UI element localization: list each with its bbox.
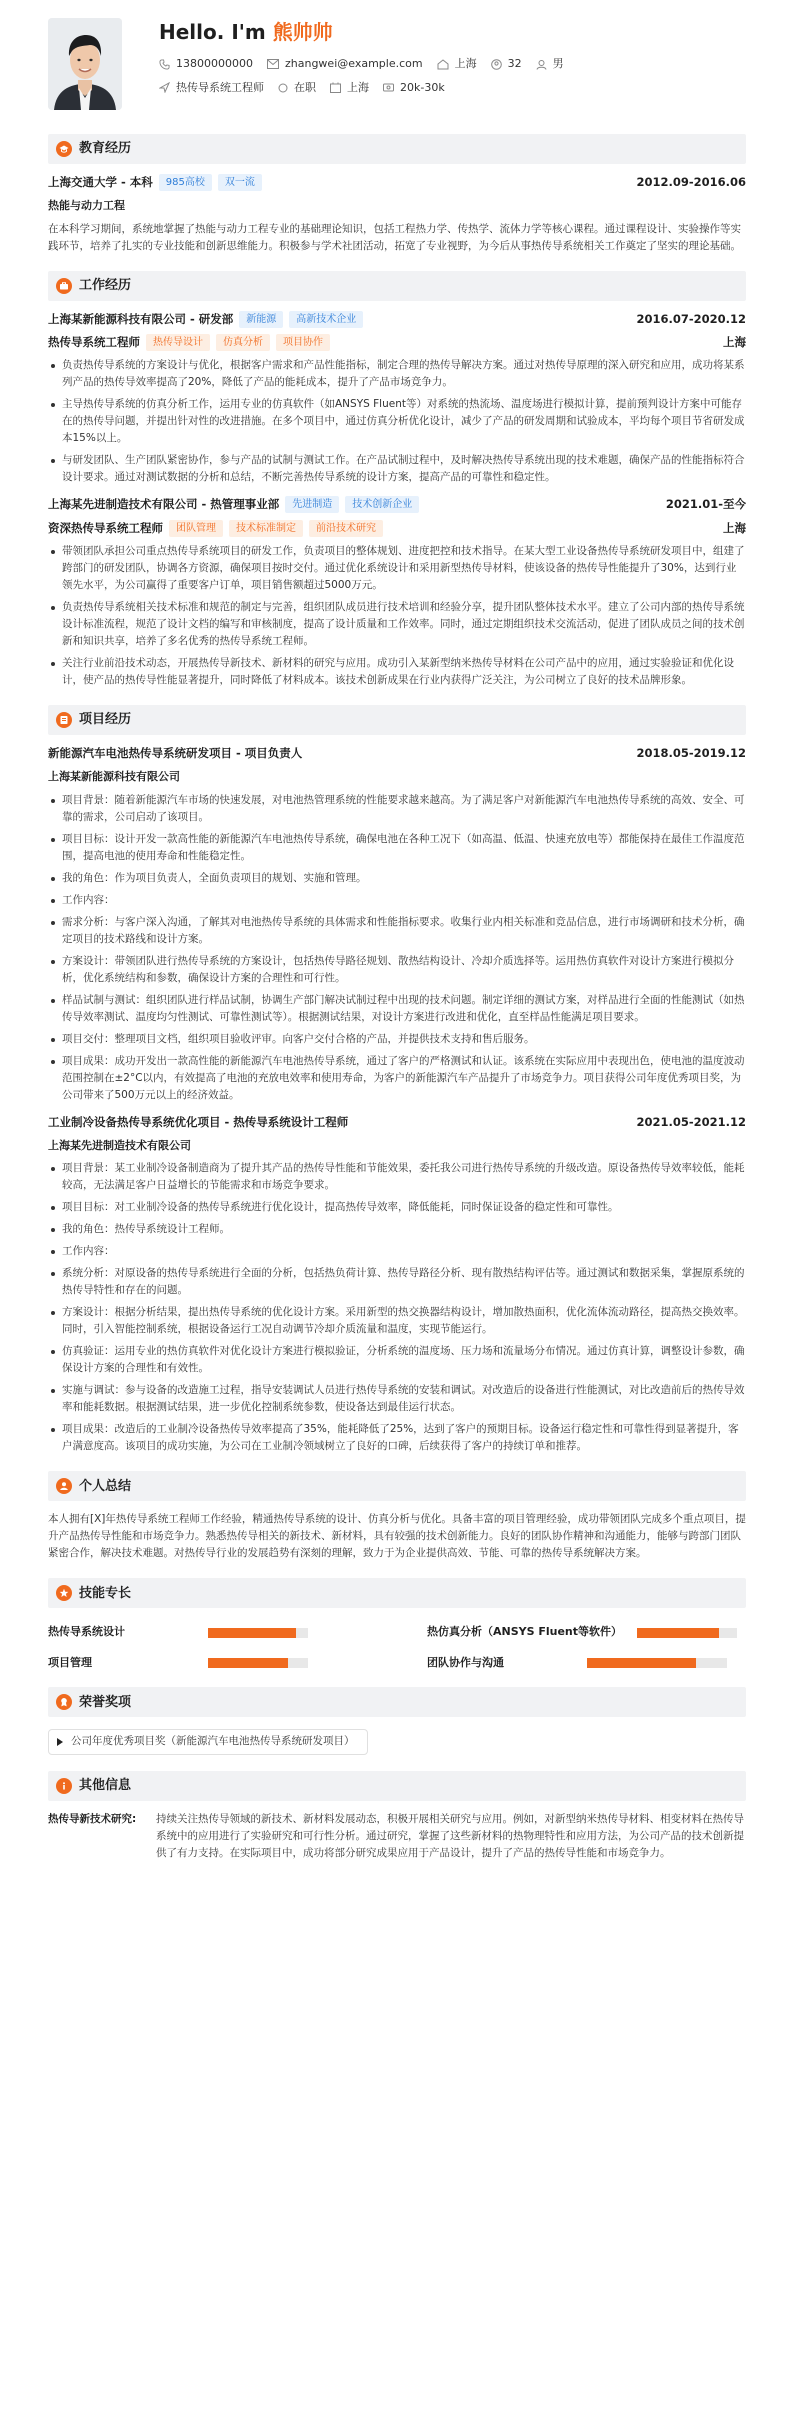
work-date: 2016.07-2020.12 <box>636 311 746 326</box>
education-description: 在本科学习期间，系统地掌握了热能与动力工程专业的基础理论知识，包括工程热力学、传热学、流体力学等核心课程。通过课程设计、实验操作等实践环节，培养了扎实的专业技能和创新思维能力。积极参与学术社团活动，拓宽了专业视野，为今后从事热传导系统相关工作奠定了坚实的理论基础。 <box>48 222 741 252</box>
gender-item <box>536 56 564 73</box>
status-text: 在职 <box>294 80 316 94</box>
school-text: 上海交通大学 - 本科 <box>48 175 153 189</box>
target-city-text: 上海 <box>347 80 369 94</box>
list-item: 关注行业前沿技术动态，开展热传导新技术、新材料的研究与应用。成功引入某新型纳米热传导材料在公司产品中的应用，通过实验验证和优化设计，使产品的热传导性能显著提升，同时降低了材料成本。该技术创新成果在行业内获得广泛关注，为公司树立了良好的技术品牌形象。 <box>48 655 746 689</box>
summary-section-title: 个人总结 <box>79 1478 132 1494</box>
projects-section-header <box>48 705 746 735</box>
role-text: 资深热传导系统工程师 <box>48 520 163 535</box>
role-tag: 前沿技术研究 <box>309 520 383 537</box>
info-icon <box>56 1778 72 1794</box>
projects-section-title: 项目经历 <box>79 712 132 727</box>
gender-text: 男 <box>552 57 564 70</box>
company-tag: 技术创新企业 <box>345 496 419 513</box>
greeting-title <box>159 18 578 46</box>
list-item: 项目交付：整理项目文档，组织项目验收评审。向客户交付合格的产品，并提供技术支持和售后服务。 <box>48 1031 746 1048</box>
skill-fill <box>637 1628 719 1638</box>
list-item: 我的角色：热传导系统设计工程师。 <box>48 1221 746 1238</box>
honors-section-title: 荣誉奖项 <box>79 1694 132 1710</box>
mail-icon <box>267 59 279 69</box>
other-section <box>48 1771 746 1862</box>
work-entry <box>48 496 746 689</box>
skill-name: 项目管理 <box>48 1655 92 1669</box>
contact-row <box>159 56 578 73</box>
school-tag: 985高校 <box>159 174 212 191</box>
pin-icon <box>330 82 341 93</box>
honors-section <box>48 1687 746 1755</box>
project-entry <box>48 1114 746 1456</box>
list-item: 项目目标：对工业制冷设备的热传导系统进行优化设计，提高热传导效率，降低能耗，同时保证设备的稳定性和可靠性。 <box>48 1199 746 1216</box>
project-icon <box>56 712 72 728</box>
status-icon <box>278 83 288 93</box>
list-item: 仿真验证：运用专业的热仿真软件对优化设计方案进行模拟验证，分析系统的温度场、压力场和流量场分布情况。通过仿真计算，调整设计参数，确保设计方案的合理性和有效性。 <box>48 1343 746 1377</box>
phone-icon <box>159 59 170 70</box>
list-item: 与研发团队、生产团队紧密协作，参与产品的试制与测试工作。在产品试制过程中，及时解决热传导系统出现的技术难题，确保产品的性能指标符合设计要求。通过对测试数据的分析和总结，不断完善热传导系统的设计方案，提高产品的可靠性和稳定性。 <box>48 452 746 486</box>
city-text: 上海 <box>454 57 477 70</box>
list-item: 负责热传导系统的方案设计与优化，根据客户需求和产品性能指标，制定合理的热传导解决方案。通过对热传导原理的深入研究和应用，成功将某系列产品的热传导效率提高了20%，降低了产品的能耗成本，提升了产品市场竞争力。 <box>48 357 746 391</box>
skill-bar <box>637 1628 737 1638</box>
project-title: 工业制冷设备热传导系统优化项目 - 热传导系统设计工程师 <box>48 1114 349 1129</box>
briefcase-icon <box>159 82 170 93</box>
role-name <box>48 334 330 351</box>
phone-item[interactable] <box>159 56 253 73</box>
award-text: 公司年度优秀项目奖（新能源汽车电池热传导系统研发项目） <box>71 1735 355 1748</box>
project-bullets <box>48 1160 746 1455</box>
list-item: 工作内容： <box>48 892 746 909</box>
avatar <box>48 18 122 110</box>
list-item: 样品试制与测试：组织团队进行样品试制，协调生产部门解决试制过程中出现的技术问题。制定详细的测试方案，对样品进行全面的性能测试（如热传导效率测试、温度均匀性测试、可靠性测试等）。根据测试结果，对设计方案进行改进和优化，直至样品性能满足项目要求。 <box>48 992 746 1026</box>
school-tag: 双一流 <box>218 174 262 191</box>
list-item: 方案设计：根据分析结果，提出热传导系统的优化设计方案。采用新型的热交换器结构设计，增加散热面积，优化流体流动路径，提高热交换效率。同时，引入智能控制系统，根据设备运行工况自动调节冷却介质流量和温度，实现节能运行。 <box>48 1304 746 1338</box>
list-item: 项目目标：设计开发一款高性能的新能源汽车电池热传导系统，确保电池在各种工况下（如高温、低温、快速充放电等）都能保持在最佳工作温度范围，提高电池的使用寿命和性能稳定性。 <box>48 831 746 865</box>
role-tag: 项目协作 <box>276 334 330 351</box>
position-text: 热传导系统工程师 <box>176 80 264 94</box>
list-item: 项目成果：改造后的工业制冷设备热传导效率提高了35%，能耗降低了25%，达到了客户的预期目标。设备运行稳定性和可靠性得到显著提升，客户满意度高。该项目的成功实施，为公司在工业制冷领域树立了良好的口碑，后续获得了客户的持续订单和推荐。 <box>48 1421 746 1455</box>
education-section <box>48 134 746 255</box>
company-name <box>48 311 363 328</box>
project-company: 上海某新能源科技有限公司 <box>48 770 180 783</box>
education-date: 2012.09-2016.06 <box>636 175 746 189</box>
email-item[interactable] <box>267 56 423 73</box>
person-icon <box>56 1478 72 1494</box>
role-tag: 仿真分析 <box>216 334 270 351</box>
role-tag: 团队管理 <box>169 520 223 537</box>
other-key: 热传导新技术研究: <box>48 1813 137 1825</box>
skill-item <box>48 1624 367 1641</box>
other-section-title: 其他信息 <box>79 1778 132 1794</box>
project-entry <box>48 745 746 1104</box>
project-company: 上海某先进制造技术有限公司 <box>48 1138 191 1152</box>
list-item: 负责热传导系统相关技术标准和规范的制定与完善，组织团队成员进行技术培训和经验分享，提升团队整体技术水平。建立了公司内部的热传导系统设计标准流程，规范了设计文档的编写和审核制度，提高了设计质量和工作效率。同时，通过定期组织技术交流活动，促进了团队成员之间的技术创新和知识共享，培养了多名优秀的热传导系统工程师。 <box>48 599 746 650</box>
award-icon <box>56 1694 72 1710</box>
role-tag: 热传导设计 <box>146 334 210 351</box>
role-name <box>48 520 383 537</box>
salary-icon <box>383 82 394 93</box>
skill-fill <box>208 1628 296 1638</box>
age-item <box>491 56 522 73</box>
work-date: 2021.01-至今 <box>665 497 746 512</box>
summary-section-header <box>48 1471 746 1501</box>
graduation-icon <box>56 141 72 157</box>
list-item: 我的角色：作为项目负责人，全面负责项目的规划、实施和管理。 <box>48 870 746 887</box>
work-section-header <box>48 271 746 301</box>
skill-item <box>48 1655 367 1672</box>
work-entry <box>48 311 746 487</box>
company-text: 上海某新能源科技有限公司 - 研发部 <box>48 311 234 326</box>
list-item: 项目背景：某工业制冷设备制造商为了提升其产品的热传导性能和节能效果，委托我公司进行热传导系统的升级改造。原设备热传导效率较低，能耗较高，无法满足客户日益增长的节能需求和市场竞争要求。 <box>48 1160 746 1194</box>
list-item: 工作内容： <box>48 1243 746 1260</box>
location-icon <box>437 59 449 70</box>
education-section-title: 教育经历 <box>79 141 132 157</box>
target-city-item <box>330 80 369 97</box>
summary-section <box>48 1471 746 1562</box>
work-section <box>48 271 746 689</box>
list-item: 实施与调试：参与设备的改造施工过程，指导安装调试人员进行热传导系统的安装和调试。对改造后的设备进行性能测试，对比改造前后的热传导效率和能耗数据。根据测试结果，进一步优化控制系统参数，使设备达到最佳运行状态。 <box>48 1382 746 1416</box>
list-item: 方案设计：带领团队进行热传导系统的方案设计，包括热传导路径规划、散热结构设计、冷却介质选择等。运用热仿真软件对设计方案进行模拟分析，优化系统结构和参数，确保设计方案的合理性和可行性。 <box>48 953 746 987</box>
status-item <box>278 80 316 97</box>
city-item <box>437 56 477 73</box>
skill-icon <box>56 1585 72 1601</box>
company-tag: 高新技术企业 <box>289 311 363 328</box>
skills-section-title: 技能专长 <box>79 1585 132 1601</box>
role-text: 热传导系统工程师 <box>48 335 140 349</box>
other-item <box>48 1811 746 1862</box>
work-location: 上海 <box>723 335 746 349</box>
gender-icon <box>536 59 547 70</box>
work-bullets <box>48 543 746 689</box>
company-tag: 先进制造 <box>285 496 339 513</box>
project-date: 2018.05-2019.12 <box>636 745 746 760</box>
list-item: 带领团队承担公司重点热传导系统项目的研发工作，负责项目的整体规划、进度把控和技术指导。在某大型工业设备热传导系统研发项目中，组建了跨部门的研发团队，协调各方资源，确保项目按时交付。通过优化系统设计和采用新型热传导材料，使该设备的热传导性能提升了30%，达到行业领先水平，为公司赢得了重要客户订单，项目销售额超过5000万元。 <box>48 543 746 594</box>
skill-fill <box>587 1658 696 1668</box>
school-name <box>48 174 262 191</box>
award-item[interactable] <box>48 1729 368 1755</box>
skill-name: 热仿真分析（ANSYS Fluent等软件） <box>427 1625 623 1639</box>
skill-fill <box>208 1658 288 1668</box>
project-title: 新能源汽车电池热传导系统研发项目 - 项目负责人 <box>48 745 303 760</box>
education-section-header <box>48 134 746 164</box>
skill-bar <box>208 1628 308 1638</box>
skill-item <box>427 1655 746 1672</box>
skill-name: 热传导系统设计 <box>48 1625 125 1639</box>
position-item <box>159 80 264 97</box>
skill-item <box>427 1624 746 1641</box>
major: 热能与动力工程 <box>48 199 125 213</box>
project-date: 2021.05-2021.12 <box>636 1114 746 1129</box>
skill-bar <box>208 1658 308 1668</box>
work-location: 上海 <box>723 520 746 535</box>
candidate-name: 熊帅帅 <box>272 20 333 44</box>
resume-header <box>48 18 746 118</box>
email-text: zhangwei@example.com <box>284 57 423 70</box>
other-value: 持续关注热传导领域的新技术、新材料发展动态，积极开展相关研究与应用。例如，对新型纳米热传导材料、相变材料在热传导系统中的应用进行了实验研究和可行性分析。通过研究，掌握了这些新材料的热物理特性和应用方法，为公司产品的技术创新提供了有力支持。在实际项目中，成功将部分研究成果应用于产品设计，提升了产品的热传导性能和市场竞争力。 <box>156 1813 744 1859</box>
role-tag: 技术标准制定 <box>229 520 303 537</box>
work-bullets <box>48 357 746 486</box>
salary-text: 20k-30k <box>400 80 445 94</box>
honors-section-header <box>48 1687 746 1717</box>
greeting-prefix: Hello. I'm <box>159 20 273 44</box>
work-section-title: 工作经历 <box>79 278 132 293</box>
project-bullets <box>48 792 746 1104</box>
work-icon <box>56 278 72 294</box>
company-name <box>48 496 419 513</box>
summary-text: 本人拥有[X]年热传导系统工程师工作经验，精通热传导系统的设计、仿真分析与优化。具备丰富的项目管理经验，成功带领团队完成多个重点项目，提升产品热传导性能和市场竞争力。熟悉热传导相关的新技术、新材料，具有较强的技术创新能力。良好的团队协作精神和沟通能力，能够与跨部门团队紧密合作，解决技术难题。对热传导行业的发展趋势有深刻的理解，致力于为企业提供高效、节能、可靠的热传导系统解决方案。 <box>48 1513 746 1560</box>
skill-bar <box>587 1658 727 1668</box>
phone-text: 13800000000 <box>176 57 253 70</box>
age-text: 32 <box>507 57 522 70</box>
company-text: 上海某先进制造技术有限公司 - 热管理事业部 <box>48 497 280 512</box>
company-tag: 新能源 <box>239 311 283 328</box>
job-intent-row <box>159 80 578 97</box>
list-item: 主导热传导系统的仿真分析工作，运用专业的仿真软件（如ANSYS Fluent等）对系统的热流场、温度场进行模拟计算，提前预判设计方案中可能存在的热传导问题，并提出针对性的改进措施。在多个项目中，通过仿真分析优化设计，减少了产品的研发周期和试验成本，平均每个项目节省研发成本15%以上。 <box>48 396 746 447</box>
projects-section <box>48 705 746 1456</box>
list-item: 项目成果：成功开发出一款高性能的新能源汽车电池热传导系统，通过了客户的严格测试和认证。该系统在实际应用中表现出色，使电池的温度波动范围控制在±2°C以内，有效提高了电池的充放电效率和使用寿命，为客户的新能源汽车产品提升了市场竞争力。项目获得公司年度优秀项目奖，为公司带来了500万元以上的经济效益。 <box>48 1053 746 1104</box>
skills-section <box>48 1578 746 1671</box>
skill-name: 团队协作与沟通 <box>427 1655 504 1669</box>
skills-grid <box>48 1618 746 1671</box>
other-section-header <box>48 1771 746 1801</box>
salary-item <box>383 80 445 97</box>
list-item: 项目背景：随着新能源汽车市场的快速发展，对电池热管理系统的性能要求越来越高。为了满足客户对新能源汽车电池热传导系统的高效、安全、可靠的需求，公司启动了该项目。 <box>48 792 746 826</box>
skills-section-header <box>48 1578 746 1608</box>
list-item: 系统分析：对原设备的热传导系统进行全面的分析，包括热负荷计算、热传导路径分析、现有散热结构评估等。通过测试和数据采集，掌握原系统的热传导特性和存在的问题。 <box>48 1265 746 1299</box>
list-item: 需求分析：与客户深入沟通，了解其对电池热传导系统的具体需求和性能指标要求。收集行业内相关标准和竞品信息，进行市场调研和技术分析，确定项目的技术路线和设计方案。 <box>48 914 746 948</box>
age-icon <box>491 59 502 70</box>
caret-right-icon <box>57 1738 63 1746</box>
